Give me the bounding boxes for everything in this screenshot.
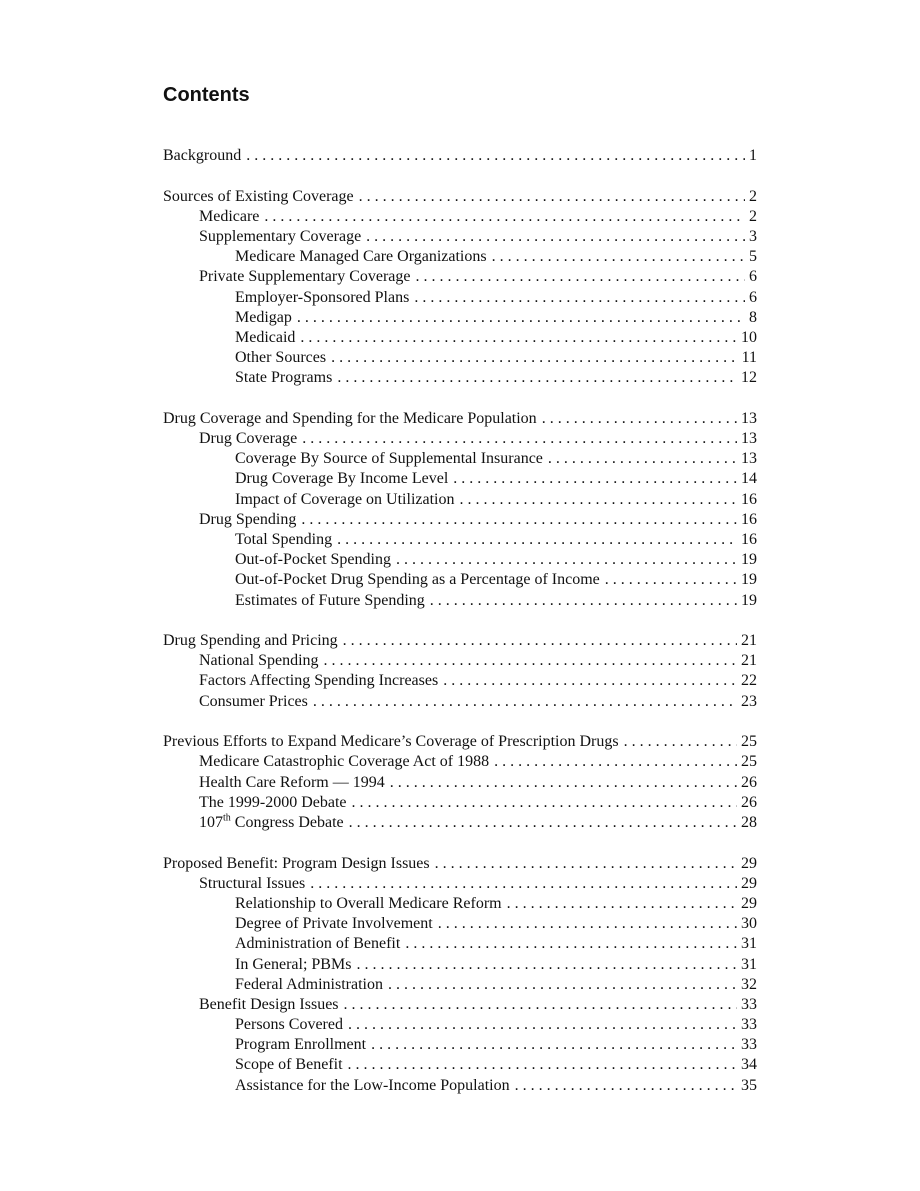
toc-entry-text: Scope of Benefit [235, 1056, 343, 1074]
toc-page-number: 35 [741, 1076, 757, 1094]
toc-page-number: 29 [741, 874, 757, 892]
toc-entry-label [199, 692, 313, 712]
toc-page-number: 3 [749, 227, 757, 245]
toc-entry[interactable] [163, 550, 757, 570]
toc-entry-text: Medigap [235, 308, 292, 326]
dot-leader [390, 773, 737, 793]
toc-entry-label [199, 773, 390, 793]
toc-page-number: 13 [741, 409, 757, 427]
toc-entry-label [163, 187, 359, 207]
dot-leader [548, 449, 737, 469]
toc-page-number: 10 [741, 328, 757, 346]
dot-leader [301, 510, 737, 530]
toc-entry[interactable] [163, 146, 757, 166]
toc-entry-text: Supplementary Coverage [199, 227, 362, 245]
toc-page-number: 26 [741, 793, 757, 811]
toc-entry-text: Sources of Existing Coverage [163, 187, 354, 205]
toc-entry-label [235, 975, 388, 995]
toc-page-number: 5 [749, 248, 757, 266]
toc-entry[interactable] [163, 671, 757, 691]
toc-entry-label [163, 631, 343, 651]
toc-entry-text: Assistance for the Low-Income Population [235, 1076, 510, 1094]
toc-entry-text: Medicare Catastrophic Coverage Act of 1988 [199, 753, 490, 771]
toc-section [163, 146, 757, 166]
toc-entry-label [163, 732, 624, 752]
toc-entry-label [235, 1076, 515, 1096]
toc-entry-label [235, 530, 337, 550]
toc-entry-text-continued: Congress Debate [230, 814, 344, 831]
toc-entry-text: Administration of Benefit [235, 935, 401, 953]
dot-leader [430, 591, 737, 611]
toc-entry-text: Drug Coverage and Spending for the Medicare Population [163, 409, 537, 427]
toc-entry-label [199, 671, 443, 691]
toc-entry[interactable] [163, 591, 757, 611]
toc-entry-text: Impact of Coverage on Utilization [235, 490, 455, 508]
toc-page-number: 29 [741, 854, 757, 872]
toc-entry[interactable] [163, 732, 757, 752]
toc-entry-label [235, 570, 605, 590]
toc-entry-text: Background [163, 147, 242, 164]
dot-leader [492, 247, 745, 267]
toc-section [163, 854, 757, 1096]
toc-page-number: 21 [741, 652, 757, 670]
toc-page-number: 16 [741, 510, 757, 528]
toc-entry-text: The 1999-2000 Debate [199, 793, 347, 811]
toc-entry[interactable] [163, 1015, 757, 1035]
toc-entry[interactable] [163, 793, 757, 813]
dot-leader [359, 187, 745, 207]
toc-page-number: 25 [741, 753, 757, 771]
toc-page-number: 2 [749, 187, 757, 205]
toc-entry-label [163, 409, 542, 429]
toc-entry-label [199, 995, 344, 1015]
toc-entry-label [235, 288, 414, 308]
dot-leader [356, 955, 737, 975]
toc-entry-text: Federal Administration [235, 975, 383, 993]
toc-entry[interactable] [163, 207, 757, 227]
toc-entry[interactable] [163, 692, 757, 712]
toc-entry-label [199, 227, 366, 247]
toc-entry-label [235, 348, 331, 368]
dot-leader [366, 227, 745, 247]
ordinal-superscript: th [223, 812, 231, 824]
toc-entry-label [199, 813, 349, 833]
dot-leader [624, 732, 737, 752]
toc-page-number: 13 [741, 430, 757, 448]
toc-entry-label [235, 591, 430, 611]
toc-entry-text: In General; PBMs [235, 955, 352, 973]
toc-entry-text: Drug Coverage [199, 430, 298, 448]
dot-leader [494, 752, 737, 772]
toc-entry[interactable] [163, 490, 757, 510]
dot-leader [302, 429, 737, 449]
toc-page-number: 11 [741, 349, 757, 367]
table-of-contents [163, 146, 757, 1116]
toc-entry-label [199, 651, 324, 671]
toc-entry-text: Total Spending [235, 530, 333, 548]
toc-entry[interactable] [163, 752, 757, 772]
toc-page-number: 16 [741, 530, 757, 548]
dot-leader [507, 894, 737, 914]
dot-leader [300, 328, 737, 348]
toc-entry[interactable] [163, 570, 757, 590]
toc-entry[interactable] [163, 348, 757, 368]
toc-entry-text: Relationship to Overall Medicare Reform [235, 894, 502, 912]
toc-entry-label [235, 469, 453, 489]
toc-entry-text: Drug Spending and Pricing [163, 632, 338, 650]
dot-leader [337, 530, 737, 550]
toc-entry[interactable] [163, 773, 757, 793]
toc-page-number: 19 [741, 571, 757, 589]
toc-entry-label [235, 247, 492, 267]
toc-page-number: 29 [741, 894, 757, 912]
toc-entry-text: Out-of-Pocket Drug Spending as a Percentage of Income [235, 571, 600, 589]
toc-entry[interactable] [163, 530, 757, 550]
toc-entry-label [235, 449, 548, 469]
toc-page-number: 6 [749, 268, 757, 286]
toc-page-number: 34 [741, 1056, 757, 1074]
toc-entry-text: Degree of Private Involvement [235, 915, 433, 933]
toc-entry-text: Consumer Prices [199, 692, 308, 710]
toc-entry-label [199, 267, 416, 287]
dot-leader [344, 995, 737, 1015]
toc-page-number: 6 [749, 288, 757, 306]
toc-page-number: 28 [741, 814, 757, 831]
toc-entry[interactable] [163, 409, 757, 429]
dot-leader [405, 934, 737, 954]
toc-entry-label [199, 752, 494, 772]
toc-entry-text: Drug Coverage By Income Level [235, 470, 449, 488]
dot-leader [371, 1035, 737, 1055]
toc-entry-text: National Spending [199, 652, 319, 670]
toc-entry[interactable] [163, 1055, 757, 1075]
toc-entry-text: Program Enrollment [235, 1036, 367, 1054]
dot-leader [605, 570, 737, 590]
toc-entry[interactable] [163, 1035, 757, 1055]
toc-entry-text: Benefit Design Issues [199, 995, 339, 1013]
toc-entry-label [235, 550, 396, 570]
dot-leader [337, 368, 737, 388]
toc-entry-label [199, 874, 310, 894]
toc-entry-text: Medicare Managed Care Organizations [235, 248, 487, 266]
dot-leader [416, 267, 746, 287]
toc-entry-text: Out-of-Pocket Spending [235, 551, 391, 569]
toc-entry[interactable] [163, 934, 757, 954]
toc-entry[interactable] [163, 227, 757, 247]
toc-entry-label [199, 793, 352, 813]
toc-page-number: 22 [741, 672, 757, 690]
dot-leader [349, 813, 737, 833]
toc-entry[interactable] [163, 995, 757, 1015]
toc-page-number: 2 [749, 207, 757, 225]
toc-entry-label [163, 854, 435, 874]
toc-page-number: 30 [741, 915, 757, 933]
dot-leader [542, 409, 737, 429]
toc-entry[interactable] [163, 510, 757, 530]
dot-leader [348, 1055, 737, 1075]
toc-entry-text: Drug Spending [199, 510, 297, 528]
toc-entry-text: 107 [199, 814, 223, 831]
dot-leader [324, 651, 737, 671]
toc-entry[interactable] [163, 469, 757, 489]
toc-page-number: 32 [741, 975, 757, 993]
toc-section [163, 187, 757, 389]
toc-entry-text: Medicare [199, 207, 260, 225]
toc-page-number: 8 [749, 308, 757, 326]
toc-entry[interactable] [163, 955, 757, 975]
toc-entry-label [235, 914, 438, 934]
toc-entry-label [235, 1055, 348, 1075]
dot-leader [297, 308, 745, 328]
toc-entry[interactable] [163, 854, 757, 874]
dot-leader [414, 288, 745, 308]
dot-leader [438, 914, 737, 934]
toc-entry[interactable] [163, 894, 757, 914]
toc-entry-label [163, 146, 246, 166]
dot-leader [246, 146, 745, 166]
toc-entry[interactable] [163, 368, 757, 388]
toc-entry[interactable] [163, 429, 757, 449]
toc-page-number: 1 [749, 147, 757, 164]
toc-entry-label [235, 934, 405, 954]
toc-entry[interactable] [163, 247, 757, 267]
toc-entry-text: Medicaid [235, 328, 296, 346]
toc-entry-label [235, 328, 300, 348]
toc-entry-label [199, 510, 301, 530]
toc-page-number: 13 [741, 450, 757, 468]
toc-entry-text: Coverage By Source of Supplemental Insurance [235, 450, 543, 468]
toc-entry-text: Other Sources [235, 349, 327, 367]
toc-entry-label [199, 429, 302, 449]
toc-page-number: 16 [741, 490, 757, 508]
toc-entry[interactable] [163, 187, 757, 207]
toc-entry[interactable] [163, 328, 757, 348]
toc-entry-label [235, 308, 297, 328]
toc-page-number: 19 [741, 591, 757, 609]
toc-entry-label [235, 1035, 371, 1055]
toc-entry-text: Employer-Sponsored Plans [235, 288, 410, 306]
toc-page-number: 19 [741, 551, 757, 569]
toc-page-number: 31 [741, 935, 757, 953]
toc-entry-text: Proposed Benefit: Program Design Issues [163, 854, 430, 872]
toc-page-number: 33 [741, 995, 757, 1013]
dot-leader [310, 874, 737, 894]
toc-entry[interactable] [163, 1076, 757, 1096]
dot-leader [453, 469, 737, 489]
toc-section [163, 409, 757, 611]
page-title: Contents [163, 84, 250, 106]
toc-entry[interactable] [163, 449, 757, 469]
dot-leader [331, 348, 738, 368]
toc-entry-text: Estimates of Future Spending [235, 591, 425, 609]
toc-entry-label [235, 490, 459, 510]
toc-entry-text: Persons Covered [235, 1016, 343, 1034]
toc-entry[interactable] [163, 874, 757, 894]
toc-entry[interactable] [163, 651, 757, 671]
toc-page-number: 21 [741, 632, 757, 650]
dot-leader [348, 1015, 737, 1035]
toc-entry[interactable] [163, 631, 757, 651]
toc-entry-text: Private Supplementary Coverage [199, 268, 411, 286]
toc-entry-label [235, 1015, 348, 1035]
dot-leader [515, 1076, 737, 1096]
toc-entry-label [235, 368, 337, 388]
toc-entry[interactable] [163, 813, 757, 833]
toc-page-number: 33 [741, 1016, 757, 1034]
toc-entry-label [235, 955, 356, 975]
dot-leader [352, 793, 737, 813]
toc-page-number: 14 [741, 470, 757, 488]
toc-entry-text: Health Care Reform — 1994 [199, 773, 385, 791]
toc-page-number: 12 [741, 369, 757, 387]
toc-entry-label [235, 894, 507, 914]
toc-entry[interactable] [163, 975, 757, 995]
dot-leader [459, 490, 737, 510]
toc-entry-text: State Programs [235, 369, 333, 387]
dot-leader [388, 975, 737, 995]
dot-leader [396, 550, 737, 570]
toc-page-number: 26 [741, 773, 757, 791]
toc-entry[interactable] [163, 288, 757, 308]
toc-entry-text: Factors Affecting Spending Increases [199, 672, 439, 690]
dot-leader [443, 671, 737, 691]
dot-leader [435, 854, 737, 874]
toc-entry-label [199, 207, 264, 227]
toc-entry-text: Structural Issues [199, 874, 306, 892]
toc-page-number: 25 [741, 733, 757, 751]
toc-entry-text: Previous Efforts to Expand Medicare’s Coverage of Prescription Drugs [163, 733, 619, 751]
toc-page-number: 23 [741, 692, 757, 710]
toc-entry[interactable] [163, 308, 757, 328]
toc-page-number: 33 [741, 1036, 757, 1054]
dot-leader [264, 207, 745, 227]
dot-leader [343, 631, 737, 651]
toc-page-number: 31 [741, 955, 757, 973]
toc-section [163, 732, 757, 833]
toc-section [163, 631, 757, 712]
toc-entry[interactable] [163, 914, 757, 934]
dot-leader [313, 692, 737, 712]
toc-entry[interactable] [163, 267, 757, 287]
